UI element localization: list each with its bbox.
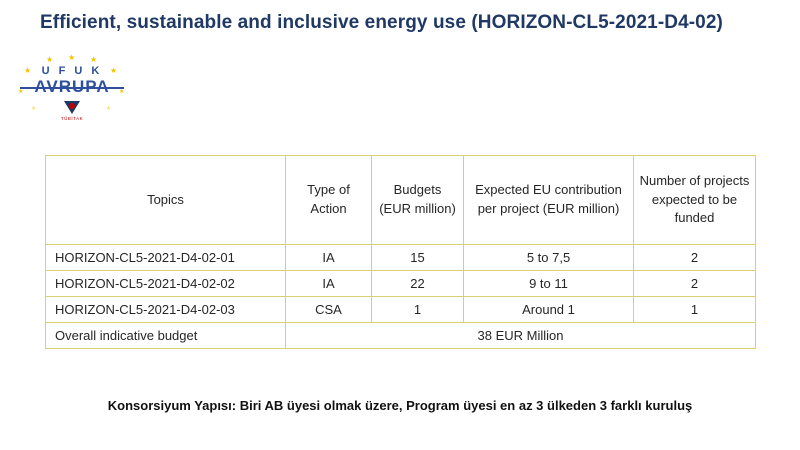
table-summary-row [46, 323, 756, 349]
type-cell: IA [286, 245, 372, 271]
eu-star-icon: ★ [110, 66, 118, 75]
projects-count-cell: 1 [634, 297, 756, 323]
table-row [46, 297, 756, 323]
tubitak-emblem-icon [64, 101, 80, 114]
eu-star-icon: ★ [90, 55, 98, 64]
budget-cell: 15 [372, 245, 464, 271]
column-header-number-of-projects: Number of projects expected to be funded [634, 156, 756, 245]
type-cell: CSA [286, 297, 372, 323]
table-row [46, 271, 756, 297]
summary-label-cell: Overall indicative budget [46, 323, 286, 349]
eu-star-icon: ★ [18, 89, 24, 95]
projects-count-cell: 2 [634, 271, 756, 297]
budget-cell: 22 [372, 271, 464, 297]
column-header-topics: Topics [46, 156, 286, 245]
summary-value-cell: 38 EUR Million [286, 323, 756, 349]
contribution-cell: Around 1 [464, 297, 634, 323]
eu-star-icon: ★ [106, 106, 112, 112]
table-row [46, 245, 756, 271]
projects-count-cell: 2 [634, 245, 756, 271]
type-cell: IA [286, 271, 372, 297]
eu-star-icon: ★ [119, 89, 125, 95]
eu-star-icon: ★ [31, 106, 37, 112]
column-header-budgets: Budgets (EUR million) [372, 156, 464, 245]
ufuk-avrupa-logo [18, 53, 126, 130]
column-header-eu-contribution: Expected EU contribution per project (EUR million) [464, 156, 634, 245]
column-header-type-of-action: Type of Action [286, 156, 372, 245]
tubitak-caption: TÜBİTAK [60, 116, 84, 121]
eu-star-icon: ★ [68, 53, 76, 62]
eu-star-icon: ★ [46, 55, 54, 64]
topics-table [45, 155, 755, 349]
contribution-cell: 9 to 11 [464, 271, 634, 297]
consortium-note: Konsorsiyum Yapısı: Biri AB üyesi olmak üzere, Program üyesi en az 3 ülkeden 3 farklı kuruluş [107, 398, 693, 413]
eu-star-icon: ★ [24, 66, 32, 75]
logo-text-ufuk: U F U K [41, 65, 103, 77]
budget-cell: 1 [372, 297, 464, 323]
contribution-cell: 5 to 7,5 [464, 245, 634, 271]
topic-cell: HORIZON-CL5-2021-D4-02-03 [46, 297, 286, 323]
topic-cell: HORIZON-CL5-2021-D4-02-01 [46, 245, 286, 271]
tubitak-red-dot [69, 103, 75, 109]
topic-cell: HORIZON-CL5-2021-D4-02-02 [46, 271, 286, 297]
logo-strikethrough-line [20, 87, 124, 89]
page-title: Efficient, sustainable and inclusive energy use (HORIZON-CL5-2021-D4-02) [40, 12, 723, 33]
table-header-row [46, 156, 756, 245]
